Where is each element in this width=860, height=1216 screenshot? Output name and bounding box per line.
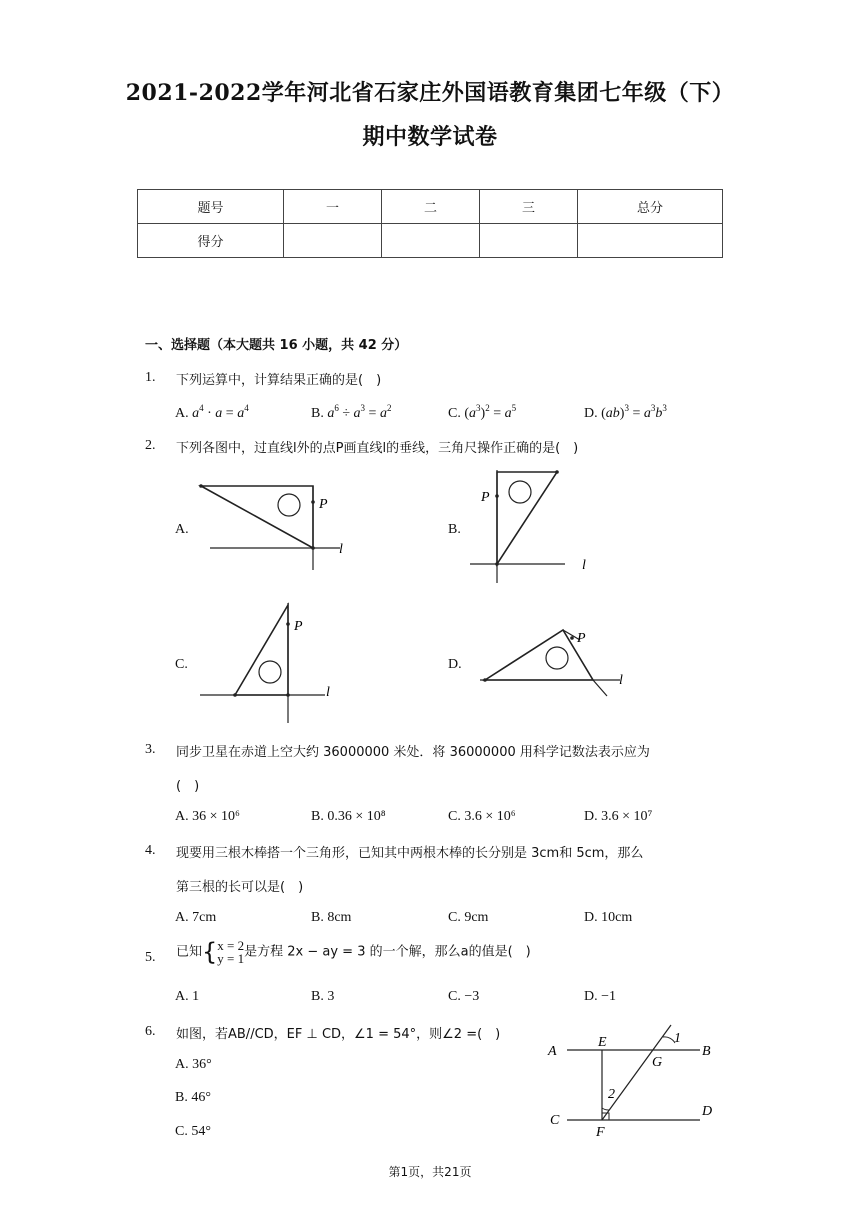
score-header-cell: 题号 [138,190,284,224]
figure-d [470,620,630,700]
figure-label-c: C. [175,657,188,672]
point-e-label: E [598,1035,607,1050]
line-l-label: l [339,542,343,557]
score-header-cell: 总分 [578,190,723,224]
option-b: B. 8cm [311,910,352,925]
option-c: C. 3.6 × 10⁶ [448,809,516,824]
score-cell[interactable] [578,224,723,258]
angle-1-label: 1 [674,1031,681,1046]
option-c: C. $(a^3)^2 = a^5$ [448,403,517,421]
figure-a [195,478,355,578]
option-c: C. 9cm [448,910,489,925]
figure-label-a: A. [175,522,189,537]
score-header-cell: 一 [284,190,382,224]
point-d-label: D [702,1104,713,1119]
option-letter: C. [448,406,461,421]
score-row-label: 得分 [138,224,284,258]
equation-2: y = 1 [217,951,245,966]
question-number: 4. [145,843,156,858]
question-number: 2. [145,438,156,453]
point-p-label: P [294,619,303,634]
figure-c [195,598,345,728]
score-cell[interactable] [284,224,382,258]
point-c-label: C [550,1113,560,1128]
line-l-label: l [582,558,586,573]
question-stem: 同步卫星在赤道上空大约 36000000 米处．将 36000000 用科学记数法表示应为 [176,745,650,760]
point-f-label: F [596,1125,605,1140]
figure-label-d: D. [448,657,462,672]
question-stem-cont: 第三根的长可以是( ) [176,880,304,895]
option-b: B. 0.36 × 10⁸ [311,809,386,824]
option-letter: A. [175,406,189,421]
question-number: 5. [145,950,156,965]
option-b: B. 3 [311,989,335,1004]
question-stem: 如图，若AB//CD，EF ⊥ CD，∠1 = 54°，则∠2 =( ) [176,1027,501,1042]
score-table [137,189,723,258]
question-stem: 现要用三根木棒搭一个三角形，已知其中两根木棒的长分别是 3cm和 5cm，那么 [176,846,644,861]
page-footer: 第1页，共21页 [388,1165,472,1179]
score-cell[interactable] [382,224,480,258]
option-letter: D. [584,406,598,421]
option-d: D. 10cm [584,910,633,925]
line-l-label: l [619,673,623,688]
option-letter: B. [311,406,324,421]
option-d: D. −1 [584,989,617,1004]
question-stem-cont: ( ) [176,779,200,794]
figure-label-b: B. [448,522,461,537]
question-number: 6. [145,1024,156,1039]
equation-system [217,939,244,965]
score-table-header-row [138,190,723,224]
figure-parallel-lines [540,1020,730,1140]
point-g-label: G [652,1055,663,1070]
point-p-label: P [481,490,490,505]
option-c: C. −3 [448,989,480,1004]
option-a: A. 36° [175,1057,212,1072]
point-a-label: A [548,1044,557,1059]
angle-2-label: 2 [608,1087,615,1102]
option-b: B. $a^6 \div a^3 = a^2$ [311,403,392,421]
option-a: A. $a^4 \cdot a = a^4$ [175,403,249,421]
point-b-label: B [702,1044,711,1059]
option-a: A. 36 × 10⁶ [175,809,240,824]
question-stem [176,939,531,965]
question-stem: 下列运算中，计算结果正确的是( ) [176,373,382,388]
page-title-line1: 2021-2022学年河北省石家庄外国语教育集团七年级（下） [125,80,735,106]
page-title-line2: 期中数学试卷 [362,124,498,150]
option-d: D. 3.6 × 10⁷ [584,809,653,824]
score-table-score-row [138,224,723,258]
score-cell[interactable] [480,224,578,258]
question-number: 1. [145,370,156,385]
question-stem: 下列各图中，过直线l外的点P画直线l的垂线，三角尺操作正确的是( ) [176,441,579,456]
option-a: A. 7cm [175,910,217,925]
brace-symbol: { [202,938,218,966]
line-l-label: l [326,685,330,700]
point-p-label: P [319,497,328,512]
option-c: C. 54° [175,1124,211,1139]
option-d: D. $(ab)^3 = a^3b^3$ [584,403,667,421]
option-a: A. 1 [175,989,200,1004]
figure-b [465,465,605,585]
equation-1: x = 2 [217,938,245,953]
point-p-label: P [577,631,586,646]
option-b: B. 46° [175,1090,211,1105]
score-header-cell: 二 [382,190,480,224]
stem-prefix: 已知 [176,944,203,960]
stem-suffix: 是方程 2x − ay = 3 的一个解，那么a的值是( ) [244,944,531,960]
score-header-cell: 三 [480,190,578,224]
section-heading: 一、选择题（本大题共 16 小题，共 42 分） [145,338,408,353]
question-number: 3. [145,742,156,757]
